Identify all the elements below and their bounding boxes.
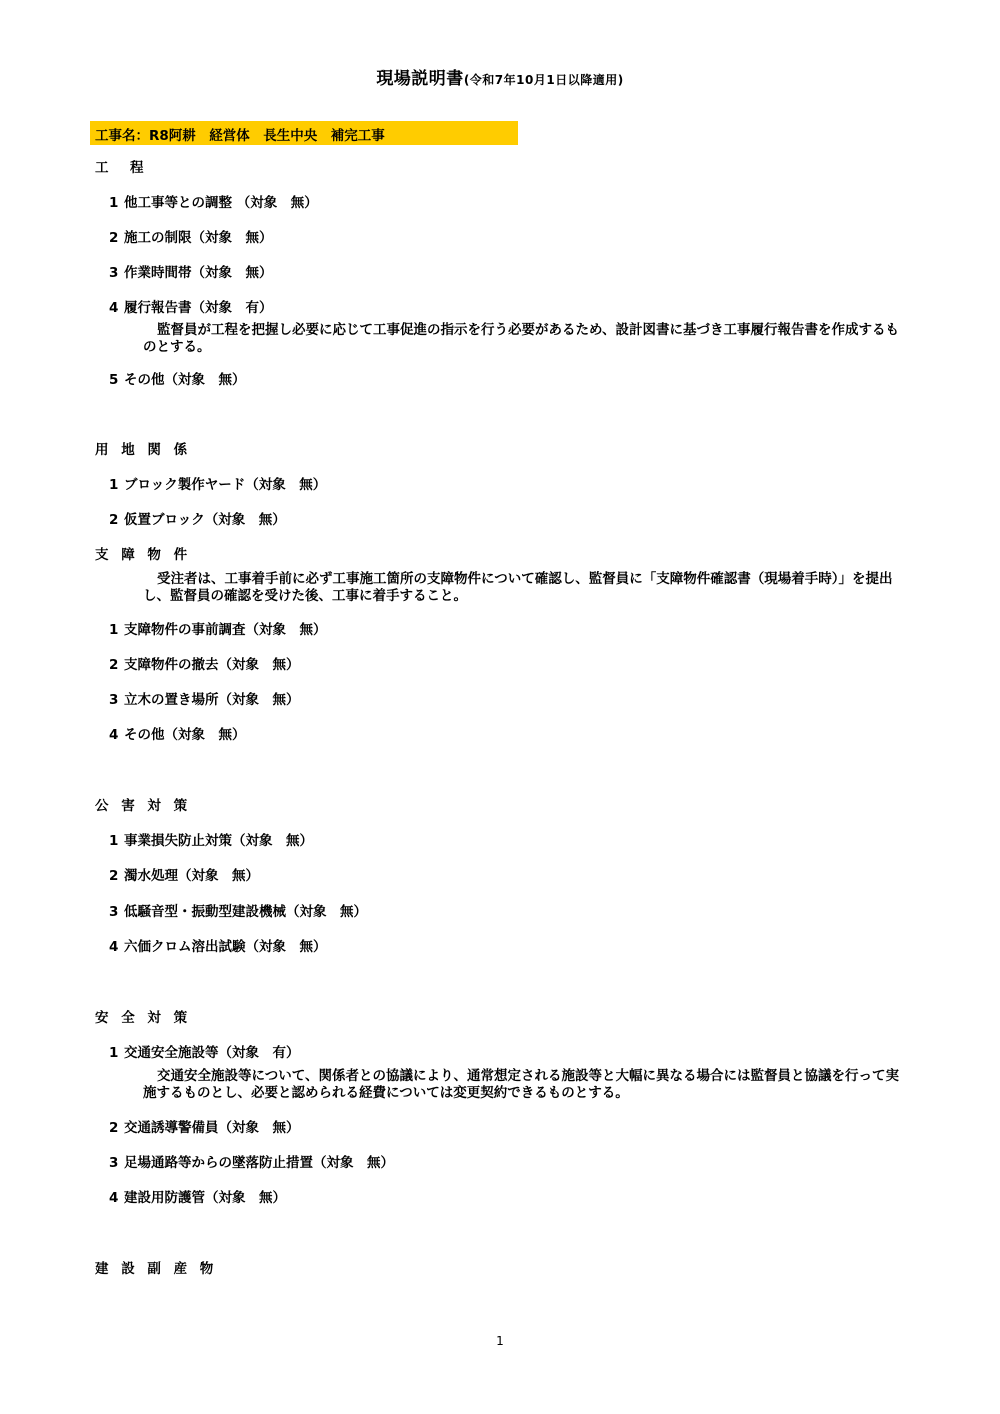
page-title <box>0 64 1000 89</box>
obstacles-note: 受注者は、工事着手前に必ず工事施工箇所の支障物件について確認し、監督員に「支障物件確認書（現場着手時）」を提出し、監督員の確認を受けた後、工事に着手すること。 <box>143 571 893 604</box>
list-item: 3 作業時間帯（対象 無） <box>109 265 273 281</box>
list-item: 4 六価クロム溶出試験（対象 無） <box>109 939 327 955</box>
list-item: 4 建設用防護管（対象 無） <box>109 1190 286 1206</box>
document-title: 現場説明書 <box>376 69 464 89</box>
section-heading-land: 用 地 関 係 <box>95 442 192 458</box>
section-heading-safety: 安 全 対 策 <box>95 1010 192 1026</box>
section-heading-obstacles: 支 障 物 件 <box>95 547 192 563</box>
section-heading-pollution: 公 害 対 策 <box>95 798 192 814</box>
list-item: 1 ブロック製作ヤード（対象 無） <box>109 477 327 493</box>
list-item: 2 施工の制限（対象 無） <box>109 230 273 246</box>
page-number: 1 <box>496 1334 504 1348</box>
safety-note: 交通安全施設等について、関係者との協議により、通常想定される施設等と大幅に異なる場合には監督員と協議を行って実施するものとし、必要と認められる経費については変更契約できるものとする。 <box>143 1068 899 1101</box>
list-item: 2 交通誘導警備員（対象 無） <box>109 1120 300 1136</box>
list-item: 1 支障物件の事前調査（対象 無） <box>109 622 327 638</box>
list-item: 4 その他（対象 無） <box>109 727 246 743</box>
project-name: 工事名：R8阿耕 経営体 長生中央 補完工事 <box>95 128 385 144</box>
section-heading-schedule: 工 程 <box>95 160 148 176</box>
list-item: 5 その他（対象 無） <box>109 372 246 388</box>
section-heading-byproducts: 建 設 副 産 物 <box>95 1261 218 1277</box>
project-name-highlight <box>90 121 518 145</box>
list-item: 2 仮置ブロック（対象 無） <box>109 512 286 528</box>
list-item: 3 立木の置き場所（対象 無） <box>109 692 300 708</box>
list-item: 3 低騒音型・振動型建設機械（対象 無） <box>109 904 367 920</box>
list-item: 3 足場通路等からの墜落防止措置（対象 無） <box>109 1155 394 1171</box>
list-item: 4 履行報告書（対象 有） <box>109 300 273 316</box>
schedule-note: 監督員が工程を把握し必要に応じて工事促進の指示を行う必要があるため、設計図書に基づき工事履行報告書を作成するものとする。 <box>143 322 899 355</box>
list-item: 2 支障物件の撤去（対象 無） <box>109 657 300 673</box>
list-item: 1 他工事等との調整 （対象 無） <box>109 195 318 211</box>
document-title-effective-date: (令和7年10月1日以降適用) <box>463 73 624 87</box>
list-item: 2 濁水処理（対象 無） <box>109 868 259 884</box>
list-item: 1 交通安全施設等（対象 有） <box>109 1045 300 1061</box>
list-item: 1 事業損失防止対策（対象 無） <box>109 833 313 849</box>
